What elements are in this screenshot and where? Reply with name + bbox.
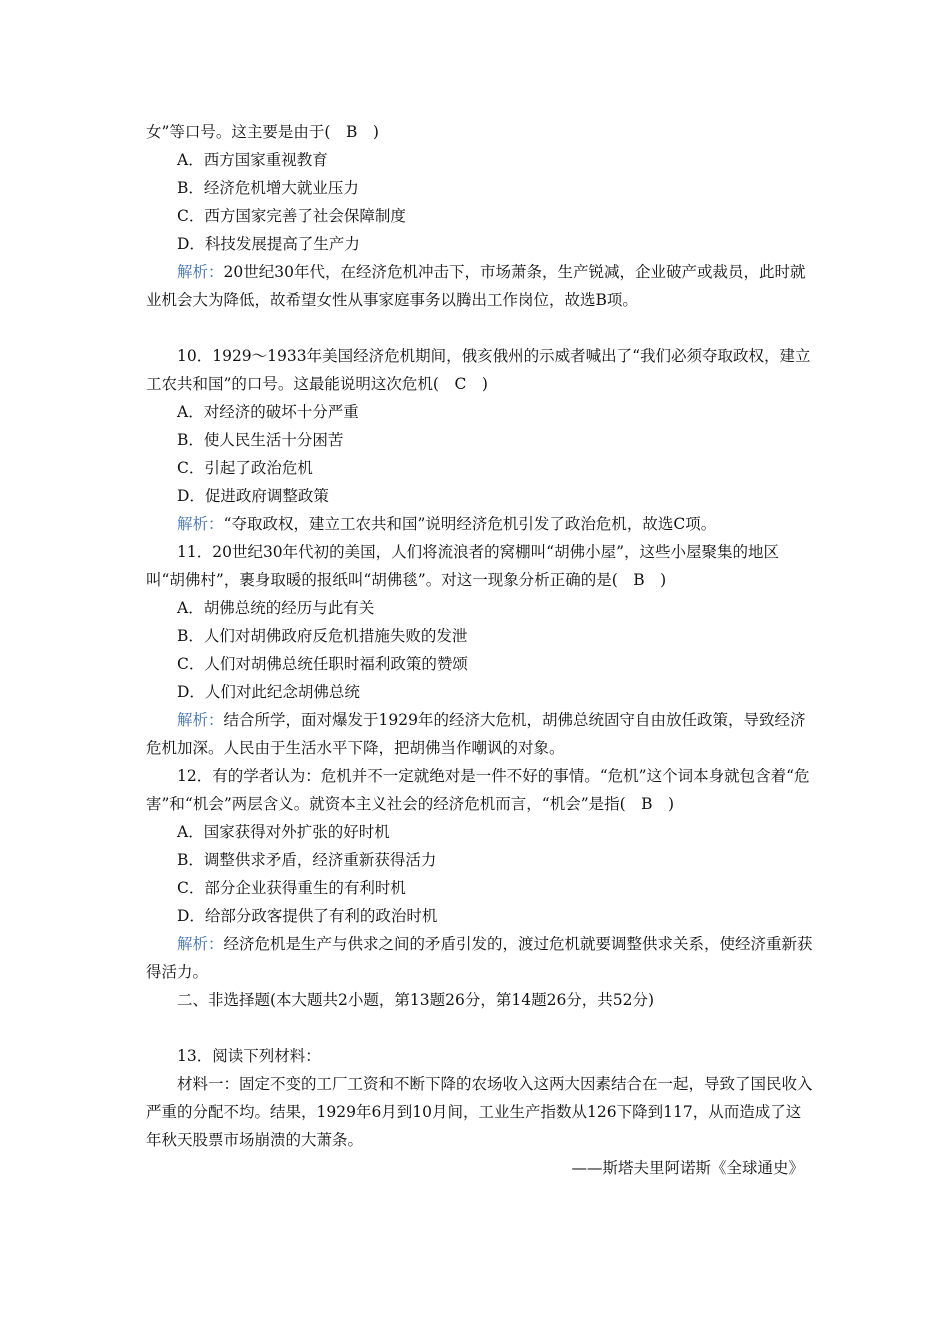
q12-option-b: B．调整供求矛盾，经济重新获得活力 [177, 851, 437, 869]
q9-stem-tail: 女”等口号。这主要是由于( B ) [146, 123, 379, 141]
q11-stem: 11．20世纪30年代初的美国，人们将流浪者的窝棚叫“胡佛小屋”，这些小屋聚集的地区叫“胡佛村”，裹身取暖的报纸叫“胡佛毯”。对这一现象分析正确的是( B ) [146, 543, 780, 589]
q11-option-a: A．胡佛总统的经历与此有关 [177, 599, 375, 617]
spacer [146, 314, 814, 342]
q10-analysis [146, 510, 814, 538]
q9-analysis-text: 20世纪30年代，在经济危机冲击下，市场萧条，生产锐减，企业破产或裁员，此时就业机会大为降低，故希望女性从事家庭事务以腾出工作岗位，故选B项。 [146, 263, 806, 309]
q9-option-d: D．科技发展提高了生产力 [177, 235, 360, 253]
q12-option-a: A．国家获得对外扩张的好时机 [177, 823, 390, 841]
q13-material-1: 材料一：固定不变的工厂工资和不断下降的农场收入这两大因素结合在一起，导致了国民收入严重的分配不均。结果，1929年6月到10月间，工业生产指数从126下降到117，从而造成了这年秋天股票市场崩溃的大萧条。 [146, 1075, 813, 1149]
q11-option-c: C．人们对胡佛总统任职时福利政策的赞颂 [177, 655, 468, 673]
spacer [146, 1014, 814, 1042]
q11-option-d: D．人们对此纪念胡佛总统 [177, 683, 360, 701]
q11-analysis-text: 结合所学，面对爆发于1929年的经济大危机，胡佛总统固守自由放任政策，导致经济危机加深。人民由于生活水平下降，把胡佛当作嘲讽的对象。 [146, 711, 806, 757]
q10-stem: 10．1929～1933年美国经济危机期间，俄亥俄州的示威者喊出了“我们必须夺取政权，建立工农共和国”的口号。这最能说明这次危机( C ) [146, 347, 811, 393]
q13-stem: 13．阅读下列材料： [177, 1047, 321, 1065]
q10-analysis-text: “夺取政权，建立工农共和国”说明经济危机引发了政治危机，故选C项。 [223, 515, 717, 533]
analysis-label: 解析： [177, 263, 224, 281]
document-body [146, 118, 814, 1182]
q11-analysis [146, 706, 814, 762]
section-heading: 二、非选择题(本大题共2小题，第13题26分，第14题26分，共52分) [177, 991, 655, 1009]
q12-option-d: D．给部分政客提供了有利的政治时机 [177, 907, 438, 925]
analysis-label: 解析： [177, 515, 224, 533]
q12-analysis [146, 930, 814, 986]
q12-option-c: C．部分企业获得重生的有利时机 [177, 879, 406, 897]
analysis-label: 解析： [177, 711, 224, 729]
q9-analysis [146, 258, 814, 314]
q9-option-a: A．西方国家重视教育 [177, 151, 328, 169]
q9-option-b: B．经济危机增大就业压力 [177, 179, 359, 197]
q10-option-b: B．使人民生活十分困苦 [177, 431, 344, 449]
q10-option-c: C．引起了政治危机 [177, 459, 313, 477]
q11-option-b: B．人们对胡佛政府反危机措施失败的发泄 [177, 627, 468, 645]
q12-stem: 12．有的学者认为：危机并不一定就绝对是一件不好的事情。“危机”这个词本身就包含着“危害”和“机会”两层含义。就资本主义社会的经济危机而言，“机会”是指( B ) [146, 767, 810, 813]
q10-option-d: D．促进政府调整政策 [177, 487, 329, 505]
q9-option-c: C．西方国家完善了社会保障制度 [177, 207, 406, 225]
q13-source-citation: ——斯塔夫里阿诺斯《全球通史》 [571, 1159, 804, 1177]
q10-option-a: A．对经济的破坏十分严重 [177, 403, 359, 421]
q12-analysis-text: 经济危机是生产与供求之间的矛盾引发的，渡过危机就要调整供求关系，使经济重新获得活力。 [146, 935, 813, 981]
analysis-label: 解析： [177, 935, 224, 953]
